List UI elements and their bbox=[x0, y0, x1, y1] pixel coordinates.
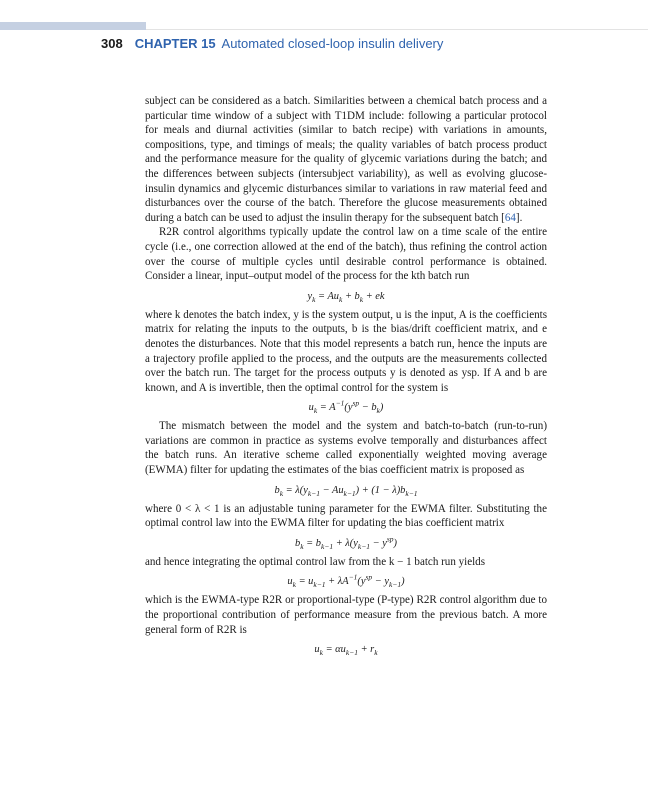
paragraph-2: R2R control algorithms typically update the control law on a time scale of the entire cycle (i.e., one correction allowed at the end of the batch), thus refining the control action over the course of multiple cycles until desirable control performance is obtained. Consider a linear, input–output model of the process for the kth batch run bbox=[145, 226, 547, 283]
citation-link[interactable]: 64 bbox=[504, 211, 516, 224]
chapter-label: CHAPTER 15 bbox=[134, 36, 216, 51]
body-text bbox=[145, 94, 547, 661]
equation-6: $u_k = \alpha u_{k-1} + r_k$ bbox=[314, 644, 378, 658]
running-head bbox=[101, 36, 443, 52]
equation-1: $y_k = Au_k + b_k$ + ek bbox=[307, 290, 385, 304]
page-number: 308 bbox=[101, 36, 123, 51]
header-accent-bar bbox=[0, 22, 146, 30]
paragraph-1: subject can be considered as a batch. Similarities between a chemical batch process and a particular time window of a subject with T1DM include: following a particular protocol for meals and diurnal activities (similar to batch recipe) with variations in amounts, compositions, type, and timings of meals; the quality variables of batch process product and the performance measure for the quality of glycemic variations during the batch; and the differences between subjects (intersubject variability), as well as evolving glucose-insulin dynamics and glycemic disturbances similar to variations in raw material feed and disturbances over the course of the batch. Therefore the glucose measurements obtained during a batch can be used to adjust the insulin therapy for the subsequent batch [64]. bbox=[145, 95, 547, 224]
chapter-title: Automated closed-loop insulin delivery bbox=[221, 36, 444, 51]
paragraph-5: where 0 < λ < 1 is an adjustable tuning parameter for the EWMA filter. Substituting the optimal control law into the EWMA filter for updating the bias coefficient matrix bbox=[145, 502, 547, 530]
header-rule bbox=[146, 29, 648, 30]
equation-2: $u_k = A^{-1}(y^{sp} - b_k)$ bbox=[308, 398, 384, 416]
paragraph-4: The mismatch between the model and the system and batch-to-batch (run-to-run) variations are common in practice as systems evolve temporally and disturbances affect the batch runs. An iterative scheme called exponentially weighted moving average (EWMA) filter for updating the estimates of the bias coefficient matrix is proposed as bbox=[145, 420, 547, 477]
paragraph-7: which is the EWMA-type R2R or proportional-type (P-type) R2R control algorithm due to the proportional contribution of performance measure from the previous batch. A more general form of R2R is bbox=[145, 594, 547, 636]
equation-4: $b_k = b_{k-1} + \lambda(y_{k-1} - y^{sp})$ bbox=[295, 534, 397, 551]
paragraph-6: and hence integrating the optimal control law from the k − 1 batch run yields bbox=[145, 555, 485, 568]
paragraph-3: where k denotes the batch index, y is the system output, u is the input, A is the coefficients matrix for relating the inputs to the outputs, b is the bias/drift coefficient matrix, and e denotes the disturbances. Note that this model represents a batch run, hence the inputs are a trajectory profile applied to the process, and the outputs are the measurements collected over the batch run. The target for the process outputs y is denoted as ysp. If A and b are known, and A is invertible, then the optimal control for the system is bbox=[145, 308, 547, 394]
equation-3: $b_k = \lambda(y_{k-1} - Au_{k-1}) + (1 - \lambda)b_{k-1}$ bbox=[274, 484, 418, 498]
equation-5: $u_k = u_{k-1} + \lambda A^{-1}(y^{sp} - y_{k-1})$ bbox=[287, 572, 405, 590]
